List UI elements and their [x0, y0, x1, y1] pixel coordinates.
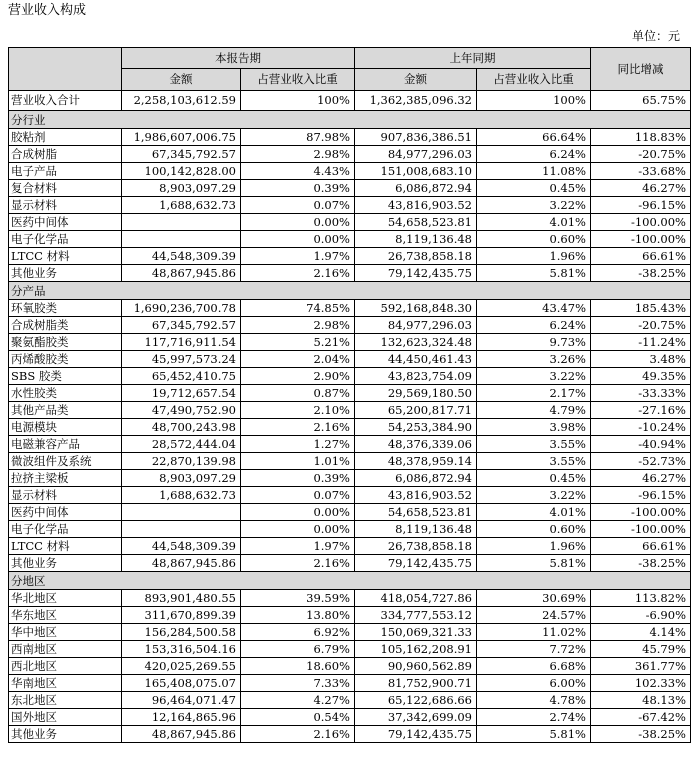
header-current-amount: 金额 [122, 69, 241, 91]
table-row [9, 197, 691, 214]
last-year-ratio: 1.96% [477, 538, 591, 555]
header-blank [9, 48, 122, 91]
current-amount: 12,164,865.96 [122, 709, 241, 726]
yoy-change: 185.43% [591, 300, 691, 317]
table-row [9, 248, 691, 265]
last-year-amount: 44,450,461.43 [355, 351, 477, 368]
yoy-change: 102.33% [591, 675, 691, 692]
table-row [9, 555, 691, 572]
last-year-amount: 1,362,385,096.32 [355, 91, 477, 111]
last-year-ratio: 3.22% [477, 487, 591, 504]
table-row [9, 607, 691, 624]
current-ratio: 74.85% [241, 300, 355, 317]
row-name: 华东地区 [9, 607, 122, 624]
section-title: 分产品 [9, 282, 691, 300]
current-ratio: 1.01% [241, 453, 355, 470]
section-title: 营业收入构成 [8, 3, 87, 18]
yoy-change: -38.25% [591, 726, 691, 743]
last-year-amount: 54,253,384.90 [355, 419, 477, 436]
yoy-change: 49.35% [591, 368, 691, 385]
table-row [9, 351, 691, 368]
last-year-amount: 907,836,386.51 [355, 129, 477, 146]
last-year-amount: 334,777,553.12 [355, 607, 477, 624]
current-ratio: 6.92% [241, 624, 355, 641]
last-year-amount: 79,142,435.75 [355, 265, 477, 282]
last-year-ratio: 3.22% [477, 197, 591, 214]
yoy-change: -38.25% [591, 265, 691, 282]
current-ratio: 4.27% [241, 692, 355, 709]
last-year-amount: 151,008,683.10 [355, 163, 477, 180]
table-row [9, 163, 691, 180]
header-last-year: 上年同期 [355, 48, 591, 69]
last-year-ratio: 100% [477, 91, 591, 111]
current-amount [122, 214, 241, 231]
table-row [9, 470, 691, 487]
last-year-ratio: 66.64% [477, 129, 591, 146]
current-ratio: 2.16% [241, 726, 355, 743]
row-name: 医药中间体 [9, 214, 122, 231]
current-amount: 420,025,269.55 [122, 658, 241, 675]
table-row [9, 624, 691, 641]
yoy-change: -100.00% [591, 504, 691, 521]
section-header-row [9, 111, 691, 129]
row-name: 其他业务 [9, 555, 122, 572]
last-year-ratio: 30.69% [477, 590, 591, 607]
current-amount: 45,997,573.24 [122, 351, 241, 368]
last-year-ratio: 3.55% [477, 436, 591, 453]
row-name: 合成树脂 [9, 146, 122, 163]
current-ratio: 0.07% [241, 487, 355, 504]
current-ratio: 2.90% [241, 368, 355, 385]
current-ratio: 2.04% [241, 351, 355, 368]
row-name: 显示材料 [9, 197, 122, 214]
row-name: 显示材料 [9, 487, 122, 504]
table-row [9, 675, 691, 692]
yoy-change: -67.42% [591, 709, 691, 726]
current-ratio: 0.39% [241, 180, 355, 197]
table-row [9, 709, 691, 726]
row-name: 西北地区 [9, 658, 122, 675]
current-ratio: 2.98% [241, 146, 355, 163]
yoy-change: 45.79% [591, 641, 691, 658]
last-year-ratio: 2.17% [477, 385, 591, 402]
table-row [9, 419, 691, 436]
current-amount [122, 504, 241, 521]
last-year-ratio: 0.60% [477, 231, 591, 248]
last-year-ratio: 3.55% [477, 453, 591, 470]
last-year-ratio: 11.08% [477, 163, 591, 180]
row-name: 其他业务 [9, 726, 122, 743]
row-name: 华北地区 [9, 590, 122, 607]
row-name: 复合材料 [9, 180, 122, 197]
last-year-ratio: 9.73% [477, 334, 591, 351]
last-year-ratio: 7.72% [477, 641, 591, 658]
current-amount: 893,901,480.55 [122, 590, 241, 607]
last-year-amount: 90,960,562.89 [355, 658, 477, 675]
last-year-ratio: 1.96% [477, 248, 591, 265]
table-row [9, 658, 691, 675]
current-amount: 48,867,945.86 [122, 555, 241, 572]
last-year-amount: 54,658,523.81 [355, 214, 477, 231]
row-name: 电子化学品 [9, 521, 122, 538]
yoy-change: 3.48% [591, 351, 691, 368]
table-row [9, 129, 691, 146]
yoy-change: -52.73% [591, 453, 691, 470]
row-name: 聚氨酯胶类 [9, 334, 122, 351]
table-row [9, 521, 691, 538]
yoy-change: -6.90% [591, 607, 691, 624]
row-name: 东北地区 [9, 692, 122, 709]
current-amount: 1,986,607,006.75 [122, 129, 241, 146]
section-header-row [9, 572, 691, 590]
table-row [9, 214, 691, 231]
last-year-amount: 105,162,208.91 [355, 641, 477, 658]
current-amount: 8,903,097.29 [122, 470, 241, 487]
last-year-amount: 418,054,727.86 [355, 590, 477, 607]
table-row [9, 385, 691, 402]
row-name: 国外地区 [9, 709, 122, 726]
current-ratio: 2.16% [241, 419, 355, 436]
current-ratio: 0.00% [241, 214, 355, 231]
last-year-amount: 81,752,900.71 [355, 675, 477, 692]
row-name: 微波组件及系统 [9, 453, 122, 470]
table-row [9, 146, 691, 163]
row-name: LTCC 材料 [9, 248, 122, 265]
current-amount: 153,316,504.16 [122, 641, 241, 658]
yoy-change: -40.94% [591, 436, 691, 453]
current-ratio: 2.16% [241, 265, 355, 282]
yoy-change: -20.75% [591, 317, 691, 334]
section-title: 分行业 [9, 111, 691, 129]
yoy-change: -38.25% [591, 555, 691, 572]
last-year-amount: 48,378,959.14 [355, 453, 477, 470]
current-amount: 67,345,792.57 [122, 317, 241, 334]
table-row [9, 300, 691, 317]
yoy-change: 48.13% [591, 692, 691, 709]
row-name: 电子化学品 [9, 231, 122, 248]
yoy-change: 46.27% [591, 180, 691, 197]
last-year-amount: 43,823,754.09 [355, 368, 477, 385]
last-year-amount: 79,142,435.75 [355, 555, 477, 572]
table-row [9, 487, 691, 504]
last-year-ratio: 0.60% [477, 521, 591, 538]
current-ratio: 0.00% [241, 521, 355, 538]
current-amount: 47,490,752.90 [122, 402, 241, 419]
current-amount: 44,548,309.39 [122, 538, 241, 555]
current-ratio: 13.80% [241, 607, 355, 624]
current-ratio: 0.07% [241, 197, 355, 214]
current-amount: 65,452,410.75 [122, 368, 241, 385]
header-current-period: 本报告期 [122, 48, 355, 69]
current-amount: 28,572,444.04 [122, 436, 241, 453]
last-year-ratio: 5.81% [477, 265, 591, 282]
row-name: 电源模块 [9, 419, 122, 436]
current-ratio: 1.27% [241, 436, 355, 453]
last-year-ratio: 5.81% [477, 726, 591, 743]
current-ratio: 2.10% [241, 402, 355, 419]
table-row [9, 180, 691, 197]
last-year-amount: 6,086,872.94 [355, 180, 477, 197]
current-amount [122, 521, 241, 538]
last-year-ratio: 6.24% [477, 317, 591, 334]
current-amount: 311,670,899.39 [122, 607, 241, 624]
row-name: 华南地区 [9, 675, 122, 692]
last-year-amount: 37,342,699.09 [355, 709, 477, 726]
last-year-amount: 26,738,858.18 [355, 538, 477, 555]
last-year-ratio: 4.78% [477, 692, 591, 709]
last-year-ratio: 11.02% [477, 624, 591, 641]
current-amount: 1,688,632.73 [122, 197, 241, 214]
last-year-amount: 26,738,858.18 [355, 248, 477, 265]
current-ratio: 0.87% [241, 385, 355, 402]
last-year-amount: 65,122,686.66 [355, 692, 477, 709]
last-year-amount: 8,119,136.48 [355, 231, 477, 248]
table-row [9, 453, 691, 470]
last-year-ratio: 24.57% [477, 607, 591, 624]
revenue-composition-table [8, 47, 691, 743]
row-name: LTCC 材料 [9, 538, 122, 555]
row-name: 西南地区 [9, 641, 122, 658]
row-name: 电子产品 [9, 163, 122, 180]
yoy-change: -33.33% [591, 385, 691, 402]
current-ratio: 5.21% [241, 334, 355, 351]
current-amount: 48,867,945.86 [122, 265, 241, 282]
last-year-ratio: 6.24% [477, 146, 591, 163]
current-amount: 96,464,071.47 [122, 692, 241, 709]
current-ratio: 1.97% [241, 248, 355, 265]
current-amount: 1,688,632.73 [122, 487, 241, 504]
row-name: 医药中间体 [9, 504, 122, 521]
yoy-change: 113.82% [591, 590, 691, 607]
last-year-ratio: 4.01% [477, 214, 591, 231]
total-row [9, 91, 691, 111]
table-row [9, 641, 691, 658]
last-year-ratio: 0.45% [477, 470, 591, 487]
yoy-change: 46.27% [591, 470, 691, 487]
last-year-amount: 43,816,903.52 [355, 197, 477, 214]
last-year-amount: 592,168,848.30 [355, 300, 477, 317]
table-row [9, 504, 691, 521]
current-ratio: 1.97% [241, 538, 355, 555]
last-year-amount: 84,977,296.03 [355, 317, 477, 334]
current-amount: 165,408,075.07 [122, 675, 241, 692]
current-ratio: 6.79% [241, 641, 355, 658]
table-row [9, 231, 691, 248]
header-current-ratio: 占营业收入比重 [241, 69, 355, 91]
header-yoy: 同比增减 [591, 48, 691, 91]
current-ratio: 2.16% [241, 555, 355, 572]
table-row [9, 317, 691, 334]
table-row [9, 692, 691, 709]
table-row [9, 538, 691, 555]
last-year-amount: 79,142,435.75 [355, 726, 477, 743]
last-year-amount: 132,623,324.48 [355, 334, 477, 351]
row-name: 环氧胶类 [9, 300, 122, 317]
yoy-change: 4.14% [591, 624, 691, 641]
row-name: 胶粘剂 [9, 129, 122, 146]
yoy-change: -100.00% [591, 214, 691, 231]
last-year-amount: 29,569,180.50 [355, 385, 477, 402]
yoy-change: 361.77% [591, 658, 691, 675]
current-amount: 48,867,945.86 [122, 726, 241, 743]
current-ratio: 87.98% [241, 129, 355, 146]
current-amount [122, 231, 241, 248]
last-year-amount: 54,658,523.81 [355, 504, 477, 521]
table-row [9, 726, 691, 743]
current-amount: 117,716,911.54 [122, 334, 241, 351]
current-amount: 8,903,097.29 [122, 180, 241, 197]
row-name: 丙烯酸胶类 [9, 351, 122, 368]
row-name: 其他业务 [9, 265, 122, 282]
last-year-amount: 150,069,321.33 [355, 624, 477, 641]
yoy-change: -10.24% [591, 419, 691, 436]
row-name: 水性胶类 [9, 385, 122, 402]
current-amount: 100,142,828.00 [122, 163, 241, 180]
last-year-amount: 84,977,296.03 [355, 146, 477, 163]
current-amount: 19,712,657.54 [122, 385, 241, 402]
last-year-ratio: 5.81% [477, 555, 591, 572]
last-year-ratio: 4.79% [477, 402, 591, 419]
current-ratio: 2.98% [241, 317, 355, 334]
yoy-change: 65.75% [591, 91, 691, 111]
table-row [9, 436, 691, 453]
last-year-amount: 8,119,136.48 [355, 521, 477, 538]
current-amount: 156,284,500.58 [122, 624, 241, 641]
last-year-ratio: 43.47% [477, 300, 591, 317]
yoy-change: 118.83% [591, 129, 691, 146]
current-ratio: 18.60% [241, 658, 355, 675]
yoy-change: 66.61% [591, 538, 691, 555]
current-ratio: 4.43% [241, 163, 355, 180]
yoy-change: -27.16% [591, 402, 691, 419]
section-title: 分地区 [9, 572, 691, 590]
yoy-change: -20.75% [591, 146, 691, 163]
yoy-change: -100.00% [591, 521, 691, 538]
header-last-amount: 金额 [355, 69, 477, 91]
row-name: 拉挤主梁板 [9, 470, 122, 487]
row-name: SBS 胶类 [9, 368, 122, 385]
table-row [9, 368, 691, 385]
header-last-ratio: 占营业收入比重 [477, 69, 591, 91]
last-year-amount: 65,200,817.71 [355, 402, 477, 419]
row-name: 营业收入合计 [9, 91, 122, 111]
current-ratio: 0.39% [241, 470, 355, 487]
table-row [9, 402, 691, 419]
last-year-ratio: 3.26% [477, 351, 591, 368]
last-year-ratio: 0.45% [477, 180, 591, 197]
table-row [9, 265, 691, 282]
row-name: 华中地区 [9, 624, 122, 641]
table-row [9, 334, 691, 351]
last-year-ratio: 4.01% [477, 504, 591, 521]
yoy-change: -100.00% [591, 231, 691, 248]
current-amount: 48,700,243.98 [122, 419, 241, 436]
current-ratio: 100% [241, 91, 355, 111]
current-amount: 2,258,103,612.59 [122, 91, 241, 111]
last-year-ratio: 6.68% [477, 658, 591, 675]
yoy-change: -11.24% [591, 334, 691, 351]
current-amount: 1,690,236,700.78 [122, 300, 241, 317]
current-ratio: 0.00% [241, 504, 355, 521]
last-year-amount: 43,816,903.52 [355, 487, 477, 504]
current-ratio: 0.00% [241, 231, 355, 248]
current-amount: 44,548,309.39 [122, 248, 241, 265]
current-amount: 22,870,139.98 [122, 453, 241, 470]
row-name: 电磁兼容产品 [9, 436, 122, 453]
current-ratio: 0.54% [241, 709, 355, 726]
last-year-amount: 6,086,872.94 [355, 470, 477, 487]
table-row [9, 590, 691, 607]
section-header-row [9, 282, 691, 300]
last-year-ratio: 2.74% [477, 709, 591, 726]
current-amount: 67,345,792.57 [122, 146, 241, 163]
last-year-ratio: 3.22% [477, 368, 591, 385]
last-year-ratio: 6.00% [477, 675, 591, 692]
current-ratio: 39.59% [241, 590, 355, 607]
yoy-change: 66.61% [591, 248, 691, 265]
yoy-change: -33.68% [591, 163, 691, 180]
unit-label: 单位：元 [631, 29, 680, 43]
last-year-ratio: 3.98% [477, 419, 591, 436]
row-name: 合成树脂类 [9, 317, 122, 334]
last-year-amount: 48,376,339.06 [355, 436, 477, 453]
yoy-change: -96.15% [591, 197, 691, 214]
row-name: 其他产品类 [9, 402, 122, 419]
yoy-change: -96.15% [591, 487, 691, 504]
current-ratio: 7.33% [241, 675, 355, 692]
